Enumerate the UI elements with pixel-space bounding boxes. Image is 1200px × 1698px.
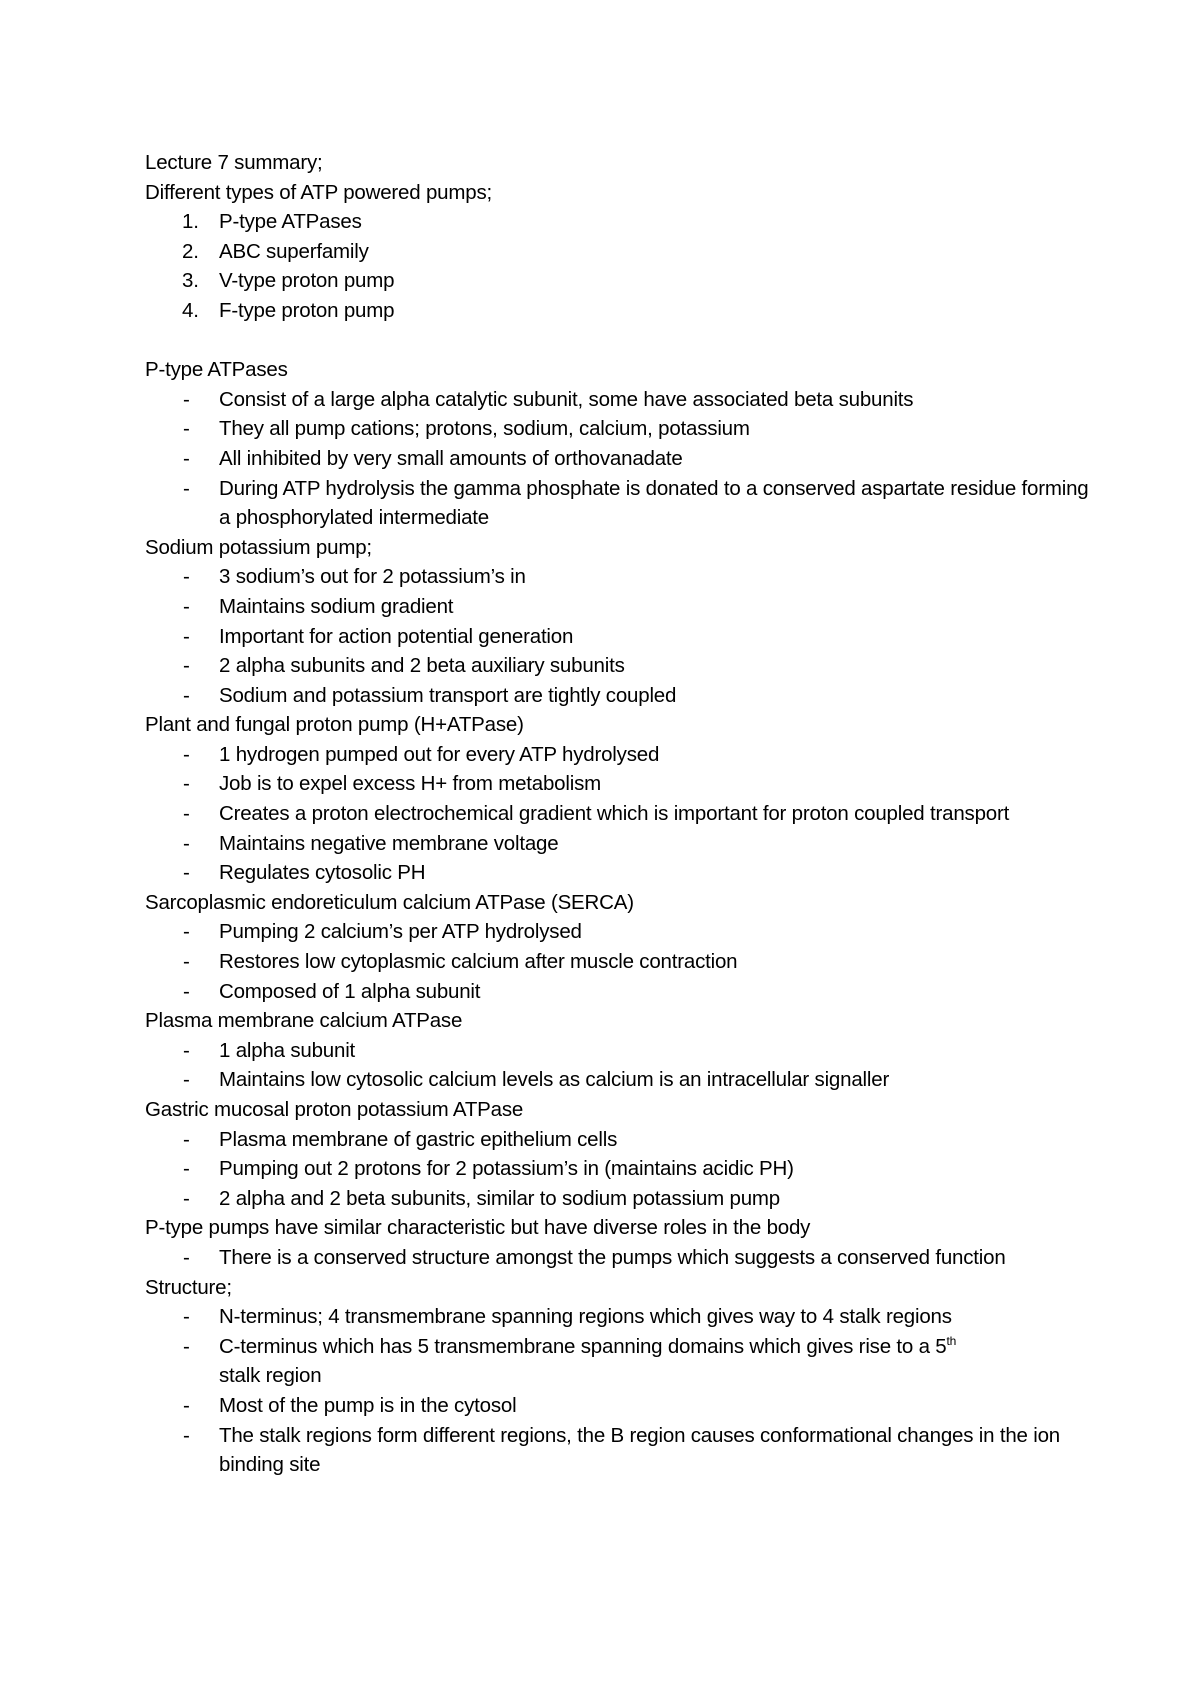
section-heading: Sodium potassium pump; bbox=[145, 535, 372, 559]
list-item bbox=[145, 1065, 1105, 1095]
bullet-dash: - bbox=[183, 1068, 190, 1092]
list-item bbox=[145, 1332, 1105, 1391]
bullet-dash: - bbox=[183, 831, 190, 855]
bullet-dash: - bbox=[183, 1157, 190, 1181]
bullet-dash: - bbox=[183, 1334, 190, 1358]
list-item bbox=[145, 858, 1105, 888]
bullet-dash: - bbox=[183, 565, 190, 589]
list-item bbox=[145, 237, 1105, 267]
list-number: 4. bbox=[182, 298, 199, 322]
list-item bbox=[145, 740, 1105, 770]
list-item bbox=[145, 799, 1105, 829]
bullet-dash: - bbox=[183, 683, 190, 707]
bullet-dash: - bbox=[183, 1127, 190, 1151]
section-heading: Sarcoplasmic endoreticulum calcium ATPase (SERCA) bbox=[145, 890, 634, 914]
list-item-label: ABC superfamily bbox=[219, 239, 369, 263]
list-item bbox=[145, 1184, 1105, 1214]
page-title: Lecture 7 summary; bbox=[145, 151, 323, 174]
bullet-list bbox=[145, 1125, 1105, 1214]
list-item bbox=[145, 444, 1105, 474]
bullet-dash: - bbox=[183, 772, 190, 796]
bullet-dash: - bbox=[183, 1305, 190, 1329]
list-number: 1. bbox=[182, 210, 199, 234]
bullet-text: Creates a proton electrochemical gradient which is important for proton coupled transport bbox=[219, 802, 1010, 826]
section-heading: Plasma membrane calcium ATPase bbox=[145, 1009, 463, 1033]
list-item bbox=[145, 1421, 1105, 1480]
bullet-dash: - bbox=[183, 594, 190, 618]
bullet-text: 1 alpha subunit bbox=[219, 1038, 356, 1062]
list-item bbox=[145, 829, 1105, 859]
list-item bbox=[145, 622, 1105, 652]
c-terminus-continuation: stalk region bbox=[219, 1364, 322, 1388]
list-item bbox=[145, 207, 1105, 237]
superscript: th bbox=[946, 1333, 957, 1348]
bullet-text: 3 sodium’s out for 2 potassium’s in bbox=[219, 565, 526, 589]
list-item bbox=[145, 266, 1105, 296]
section-heading: P-type ATPases bbox=[145, 358, 288, 382]
blank-line bbox=[145, 326, 1105, 356]
bullet-list bbox=[145, 1302, 1105, 1480]
c-terminus-text: C-terminus which has 5 transmembrane spanning domains which gives rise to a 5 bbox=[219, 1334, 947, 1358]
list-item-label: V-type proton pump bbox=[219, 269, 395, 293]
bullet-list bbox=[145, 1036, 1105, 1095]
bullet-text: Most of the pump is in the cytosol bbox=[219, 1393, 517, 1417]
bullet-text: Composed of 1 alpha subunit bbox=[219, 979, 481, 1003]
section-heading: P-type pumps have similar characteristic but have diverse roles in the body bbox=[145, 1216, 811, 1240]
bullet-dash: - bbox=[183, 624, 190, 648]
bullet-text: 2 alpha subunits and 2 beta auxiliary subunits bbox=[219, 654, 625, 678]
intro-line: Different types of ATP powered pumps; bbox=[145, 180, 492, 204]
bullet-dash: - bbox=[183, 476, 190, 500]
bullet-text: N-terminus; 4 transmembrane spanning regions which gives way to 4 stalk regions bbox=[219, 1305, 952, 1329]
bullet-dash: - bbox=[183, 1245, 190, 1269]
bullet-dash: - bbox=[183, 654, 190, 678]
bullet-dash: - bbox=[183, 417, 190, 441]
bullet-text: Maintains low cytosolic calcium levels as calcium is an intracellular signaller bbox=[219, 1068, 890, 1092]
pump-types-list bbox=[145, 207, 1105, 325]
bullet-dash: - bbox=[183, 1186, 190, 1210]
list-item bbox=[145, 651, 1105, 681]
bullet-dash: - bbox=[183, 1423, 190, 1447]
list-item bbox=[145, 592, 1105, 622]
bullet-text: Pumping 2 calcium’s per ATP hydrolysed bbox=[219, 920, 582, 944]
bullet-text: Regulates cytosolic PH bbox=[219, 861, 426, 885]
bullet-text: There is a conserved structure amongst the pumps which suggests a conserved function bbox=[219, 1245, 1006, 1269]
bullet-dash: - bbox=[183, 802, 190, 826]
bullet-text: 1 hydrogen pumped out for every ATP hydrolysed bbox=[219, 742, 660, 766]
list-item bbox=[145, 1125, 1105, 1155]
bullet-text: All inhibited by very small amounts of orthovanadate bbox=[219, 446, 683, 470]
list-item-label: P-type ATPases bbox=[219, 210, 362, 234]
bullet-dash: - bbox=[183, 950, 190, 974]
list-number: 2. bbox=[182, 239, 199, 263]
bullet-text: They all pump cations; protons, sodium, calcium, potassium bbox=[219, 417, 750, 441]
bullet-dash: - bbox=[183, 387, 190, 411]
list-item bbox=[145, 1391, 1105, 1421]
list-number: 3. bbox=[182, 269, 199, 293]
list-item bbox=[145, 769, 1105, 799]
bullet-list bbox=[145, 385, 1105, 533]
section-heading: Gastric mucosal proton potassium ATPase bbox=[145, 1098, 524, 1121]
bullet-text: 2 alpha and 2 beta subunits, similar to sodium potassium pump bbox=[219, 1186, 780, 1210]
bullet-dash: - bbox=[183, 742, 190, 766]
bullet-text: Sodium and potassium transport are tightly coupled bbox=[219, 683, 677, 707]
bullet-dash: - bbox=[183, 920, 190, 944]
bullet-text: Restores low cytoplasmic calcium after muscle contraction bbox=[219, 950, 738, 974]
list-item bbox=[145, 947, 1105, 977]
bullet-dash: - bbox=[183, 861, 190, 885]
section-heading: Plant and fungal proton pump (H+ATPase) bbox=[145, 713, 524, 737]
list-item bbox=[145, 681, 1105, 711]
bullet-list bbox=[145, 562, 1105, 710]
list-item bbox=[145, 977, 1105, 1007]
bullet-text: Important for action potential generation bbox=[219, 624, 574, 648]
bullet-text: During ATP hydrolysis the gamma phosphate is donated to a conserved aspartate residue forming a phosphorylated intermediate bbox=[219, 476, 1089, 530]
list-item bbox=[145, 1243, 1105, 1273]
bullet-text bbox=[219, 1332, 1105, 1391]
bullet-list bbox=[145, 1243, 1105, 1273]
bullet-dash: - bbox=[183, 1038, 190, 1062]
section-heading: Structure; bbox=[145, 1275, 232, 1299]
bullet-text: Job is to expel excess H+ from metabolism bbox=[219, 772, 602, 796]
bullet-text: Pumping out 2 protons for 2 potassium’s in (maintains acidic PH) bbox=[219, 1157, 794, 1181]
document-body bbox=[145, 148, 1105, 1480]
list-item bbox=[145, 1302, 1105, 1332]
list-item bbox=[145, 414, 1105, 444]
bullet-dash: - bbox=[183, 979, 190, 1003]
bullet-list bbox=[145, 917, 1105, 1006]
bullet-dash: - bbox=[183, 1393, 190, 1417]
list-item bbox=[145, 562, 1105, 592]
bullet-text: Plasma membrane of gastric epithelium cells bbox=[219, 1127, 618, 1151]
list-item bbox=[145, 1154, 1105, 1184]
bullet-text: Maintains negative membrane voltage bbox=[219, 831, 559, 855]
bullet-text: Maintains sodium gradient bbox=[219, 594, 454, 618]
list-item bbox=[145, 385, 1105, 415]
bullet-list bbox=[145, 740, 1105, 888]
list-item bbox=[145, 917, 1105, 947]
list-item bbox=[145, 474, 1105, 533]
list-item-label: F-type proton pump bbox=[219, 298, 395, 322]
list-item bbox=[145, 1036, 1105, 1066]
bullet-text: The stalk regions form different regions, the B region causes conformational changes in the ion binding site bbox=[219, 1423, 1060, 1477]
list-item bbox=[145, 296, 1105, 326]
bullet-text: Consist of a large alpha catalytic subunit, some have associated beta subunits bbox=[219, 387, 914, 411]
bullet-dash: - bbox=[183, 446, 190, 470]
